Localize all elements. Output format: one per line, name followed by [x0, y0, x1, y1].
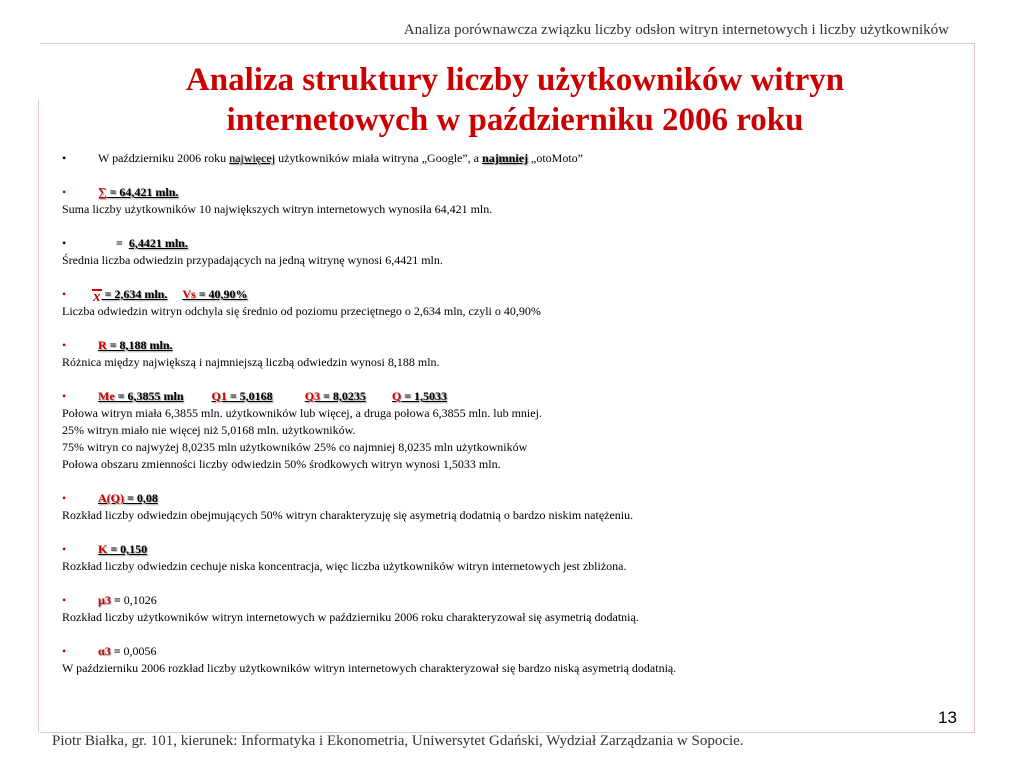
sd-description: Liczba odwiedzin witryn odchyla się średnio od poziomu przeciętnego o 2,634 mln, czyli o 40,90% [62, 304, 541, 318]
page-number: 13 [938, 708, 957, 727]
mu3-description: Rozkład liczby użytkowników witryn internetowych w październiku 2006 roku charakteryzował się asymetrią dodatnią. [62, 610, 639, 624]
right-rule [974, 43, 975, 733]
bullet: • [62, 491, 67, 505]
bullet: • [62, 389, 67, 403]
quartiles-description-1: Połowa witryn miała 6,3855 mln. użytkowników lub więcej, a druga połowa 6,3855 mln. lub mniej. [62, 406, 542, 420]
vs-value: = 40,90% [195, 287, 248, 301]
vs-label: Vs [182, 287, 196, 301]
title-line-1: Analiza struktury liczby użytkowników witryn [185, 62, 845, 98]
k-label: K [98, 542, 108, 556]
slide-header: Analiza porównawcza związku liczby odsłon witryn internetowych i liczby użytkowników [403, 22, 949, 38]
k-description: Rozkład liczby odwiedzin cechuje niska koncentracja, więc liczba użytkowników witryn internetowych jest zbliżona. [62, 559, 627, 573]
q1-value: = 5,0168 [226, 389, 273, 403]
range-value: = 8,188 mln. [106, 338, 173, 352]
q-value: = 1,5033 [401, 389, 448, 403]
median-value: = 6,3855 mln [114, 389, 184, 403]
slide-footer: Piotr Białka, gr. 101, kierunek: Informatyka i Ekonometria, Uniwersytet Gdański, Wydział Zarządzania w Sopocie. [52, 733, 744, 749]
q3-label: Q3 [304, 389, 321, 403]
alpha3-label: α3 [98, 644, 111, 658]
sum-value: = 64,421 mln. [106, 185, 179, 199]
most-keyword: najwięcej [229, 151, 276, 165]
aq-label: A(Q) [98, 491, 124, 505]
bullet: • [62, 338, 67, 352]
mu3-label: µ3 [98, 593, 111, 607]
mu3-value: 0,1026 [123, 593, 157, 607]
k-line [62, 541, 962, 558]
sd-value: = 2,634 mln. [101, 287, 168, 301]
bullet: • [62, 593, 67, 607]
aq-description: Rozkład liczby odwiedzin obejmujących 50% witryn charakteryzuję się asymetrią dodatnią o bardzo niskim natężeniu. [62, 508, 634, 522]
x-bar-symbol: x [93, 289, 101, 305]
q-label: Q [391, 389, 402, 403]
mean-description: Średnia liczba odwiedzin przypadających na jedną witrynę wynosi 6,4421 mln. [62, 253, 443, 267]
q1-label: Q1 [211, 389, 227, 403]
mean-value: 6,4421 mln. [128, 236, 188, 250]
alpha3-description: W październiku 2006 rozkład liczby użytkowników witryn internetowych charakteryzował się bardzo niską asymetrią dodatnią. [62, 661, 677, 675]
quartiles-description-3: 75% witryn co najwyżej 8,0235 mln użytkowników 25% co najmniej 8,0235 mln użytkowników [62, 440, 528, 454]
top-rule [40, 43, 974, 44]
range-description: Różnica między największą i najmniejszą liczbą odwiedzin wynosi 8,188 mln. [62, 355, 440, 369]
aq-line [62, 490, 962, 507]
least-keyword: najmniej [482, 151, 529, 165]
range-line [62, 337, 962, 354]
quartiles-description-2: 25% witryn miało nie więcej niż 5,0168 mln. użytkowników. [62, 423, 356, 437]
bullet: • [62, 287, 67, 301]
title-line-2: internetowych w październiku 2006 roku [226, 102, 804, 138]
slide-title [120, 60, 910, 140]
alpha3-value: 0,0056 [123, 644, 157, 658]
range-label: R [98, 338, 107, 352]
bullet: • [62, 644, 67, 658]
bullet: • [62, 185, 67, 199]
median-label: Me [98, 389, 115, 403]
quartiles-line [62, 388, 962, 405]
mean-line [62, 235, 962, 252]
sum-symbol: ∑ [98, 185, 107, 199]
left-rule [38, 100, 39, 732]
bullet: • [62, 542, 67, 556]
bullet: • [62, 236, 67, 250]
mean-equals: = [116, 236, 123, 250]
sd-line [62, 286, 962, 303]
q3-value: = 8,0235 [320, 389, 366, 403]
k-value: = 0,150 [107, 542, 148, 556]
mu3-line: • µ3 = 0,1026 [62, 593, 157, 607]
slide-content [62, 150, 962, 677]
bullet: • [62, 151, 67, 165]
aq-value: = 0,08 [124, 491, 158, 505]
quartiles-description-4: Połowa obszaru zmienności liczby odwiedzin 50% środkowych witryn wynosi 1,5033 mln. [62, 457, 501, 471]
intro-line: • W październiku 2006 roku najwięcej użytkowników miała witryna „Google”, a najmniej „otoMoto” [62, 151, 584, 165]
sum-line [62, 184, 962, 201]
alpha3-line: • α3 = 0,0056 [62, 644, 157, 658]
sum-description: Suma liczby użytkowników 10 największych witryn internetowych wynosiła 64,421 mln. [62, 202, 493, 216]
